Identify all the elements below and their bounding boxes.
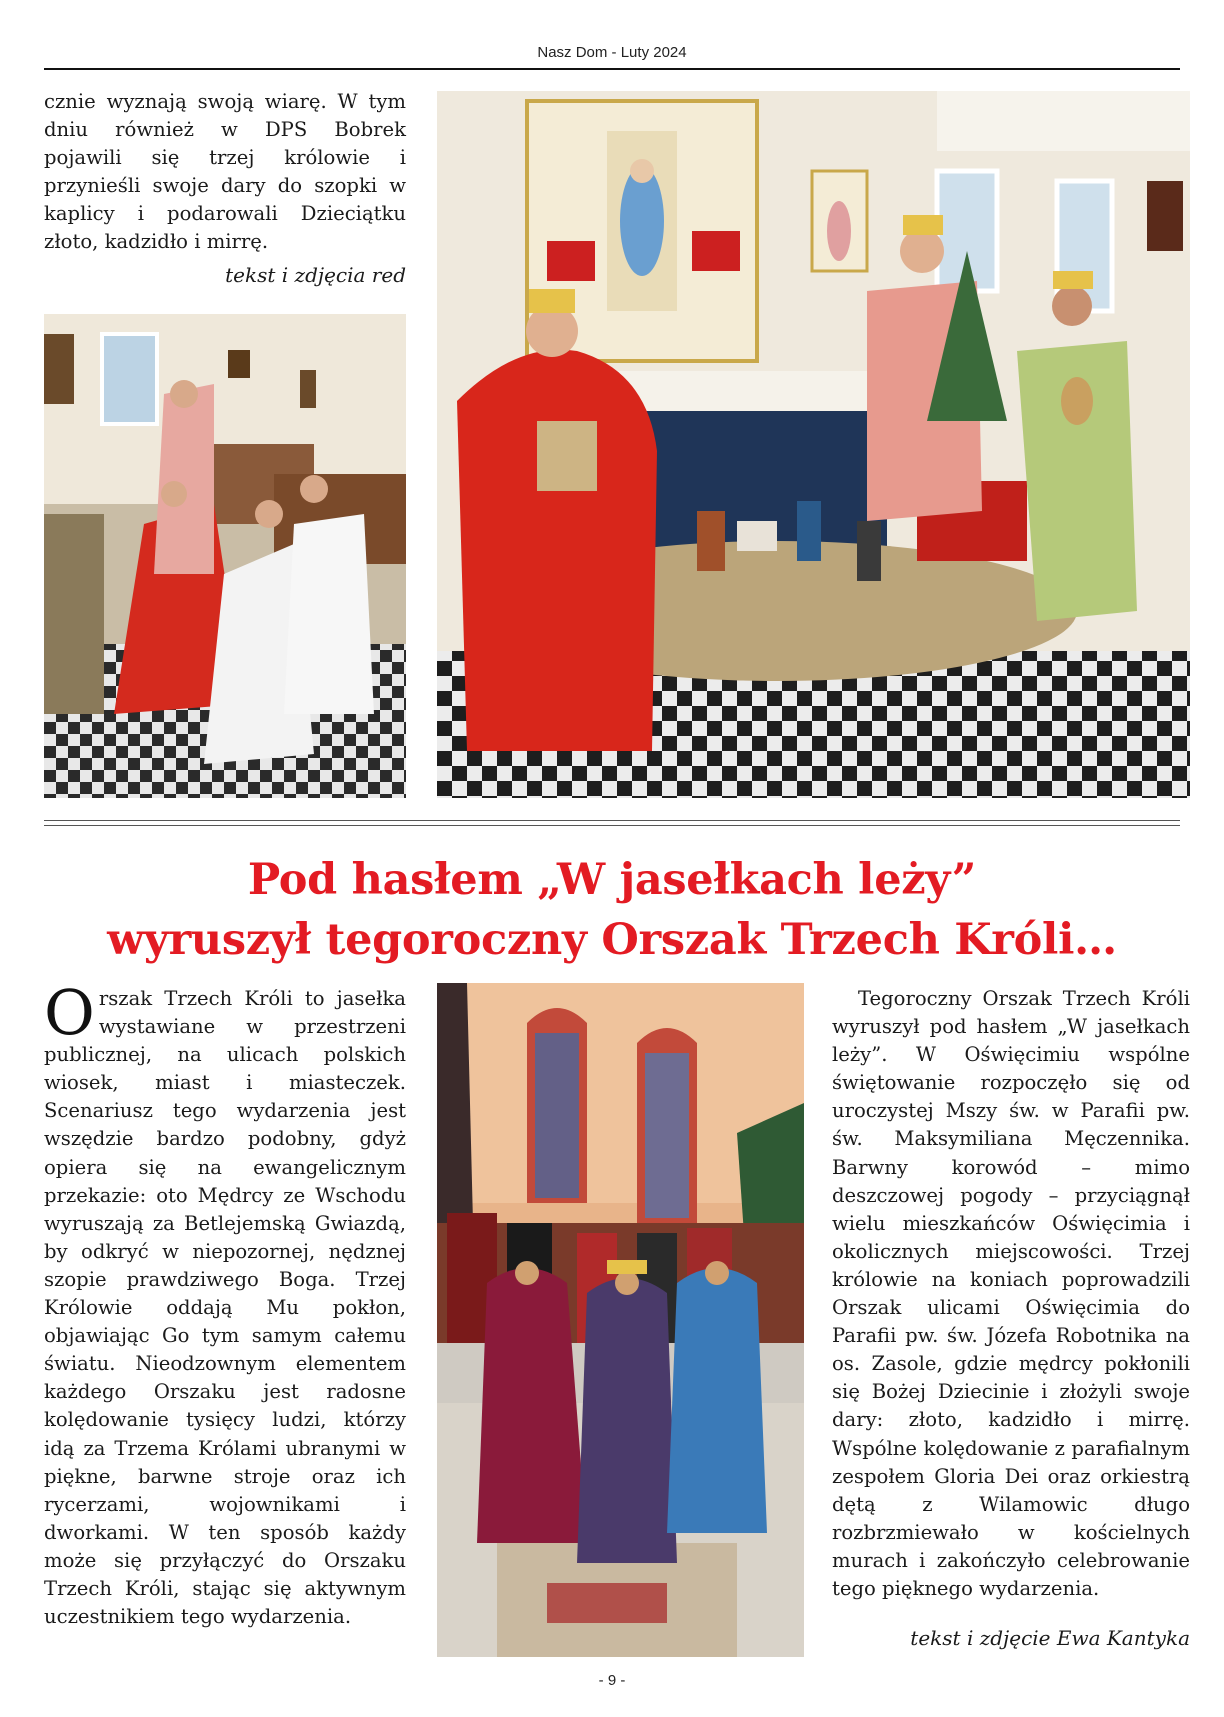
drop-cap: O xyxy=(44,976,95,1049)
headline-line-1: Pod hasłem „W jasełkach leży” xyxy=(247,855,977,905)
left-column-text: rszak Trzech Króli to jasełka wystawiane w przestrzeni publicznej, na ulicach polskich wiosek, miast i miasteczek. Scenariusz tego wydarzenia jest wszędzie bardzo podobny, gdyż opiera się na ewangelicznym przekazie: oto Mędrcy ze Wschodu wyruszają za Betlejemską Gwiazdą, by odkryć w niepozornej, nędznej szopie prawdziwego Boga. Trzej Królowie oddają Mu pokłon, objawiając Go tym samym całemu światu. Nieodzownym elementem każdego Orszaku jest radosne kolędowanie tysięcy ludzi, którzy idą za Trzema Królami ubranymi w piękne, barwne stroje oraz ich rycerzami, wojownikami i dworkami. W ten sposób każdy może się przyłączyć do Orszaku Trzech Króli, stając się aktywnym uczestnikiem tego wydarzenia. xyxy=(44,987,406,1629)
top-article-paragraph: cznie wyznają swoją wiarę. W tym dniu również w DPS Bobrek pojawili się trzej królowie i przynieśli swoje dary do szopki w kaplicy i podarowali Dzieciątku złoto, kadzidło i mirrę. xyxy=(44,90,406,254)
article-headline xyxy=(44,850,1180,970)
headline-line-2: wyruszył tegoroczny Orszak Trzech Króli… xyxy=(107,915,1117,965)
photo-kings-at-altar-nativity xyxy=(437,91,1190,798)
right-column-text: Tegoroczny Orszak Trzech Króli wyruszył pod hasłem „W jasełkach leży”. W Oświęcimiu wspólne świętowanie rozpoczęło się od uroczystej Mszy św. w Parafii pw. św. Maksymiliana Męczennika. Barwny korowód – mimo deszczowej pogody – przyciągnął wielu mieszkańców Oświęcimia i okolicznych miejscowości. Trzej królowie na koniach poprowadzili Orszak ulicami Oświęcimia do Parafii pw. św. Józefa Robotnika na os. Zasole, gdzie mędrcy pokłonili się Bożej Dziecinie i złożyli swoje dary: złoto, kadzidło i mirrę. Wspólne kolędowanie z parafialnym zespołem Gloria Dei oraz orkiestrą dętą z Wilamowic długo rozbrzmiewało w kościelnych murach i zakończyło celebrowanie tego pięknego wydarzenia. xyxy=(832,987,1190,1600)
top-article-text xyxy=(44,88,406,257)
photo-kings-kneeling-chapel xyxy=(44,314,406,798)
section-divider xyxy=(44,820,1180,826)
main-article-right-column xyxy=(832,985,1190,1603)
main-article-signature: tekst i zdjęcie Ewa Kantyka xyxy=(910,1626,1190,1650)
photo-kings-in-church xyxy=(437,983,804,1657)
top-article-signature: tekst i zdjęcia red xyxy=(225,263,406,287)
header-rule xyxy=(44,68,1180,70)
main-article-left-column xyxy=(44,976,406,1631)
page-number: - 9 - xyxy=(598,1672,626,1689)
newsletter-header: Nasz Dom - Luty 2024 xyxy=(537,44,687,61)
